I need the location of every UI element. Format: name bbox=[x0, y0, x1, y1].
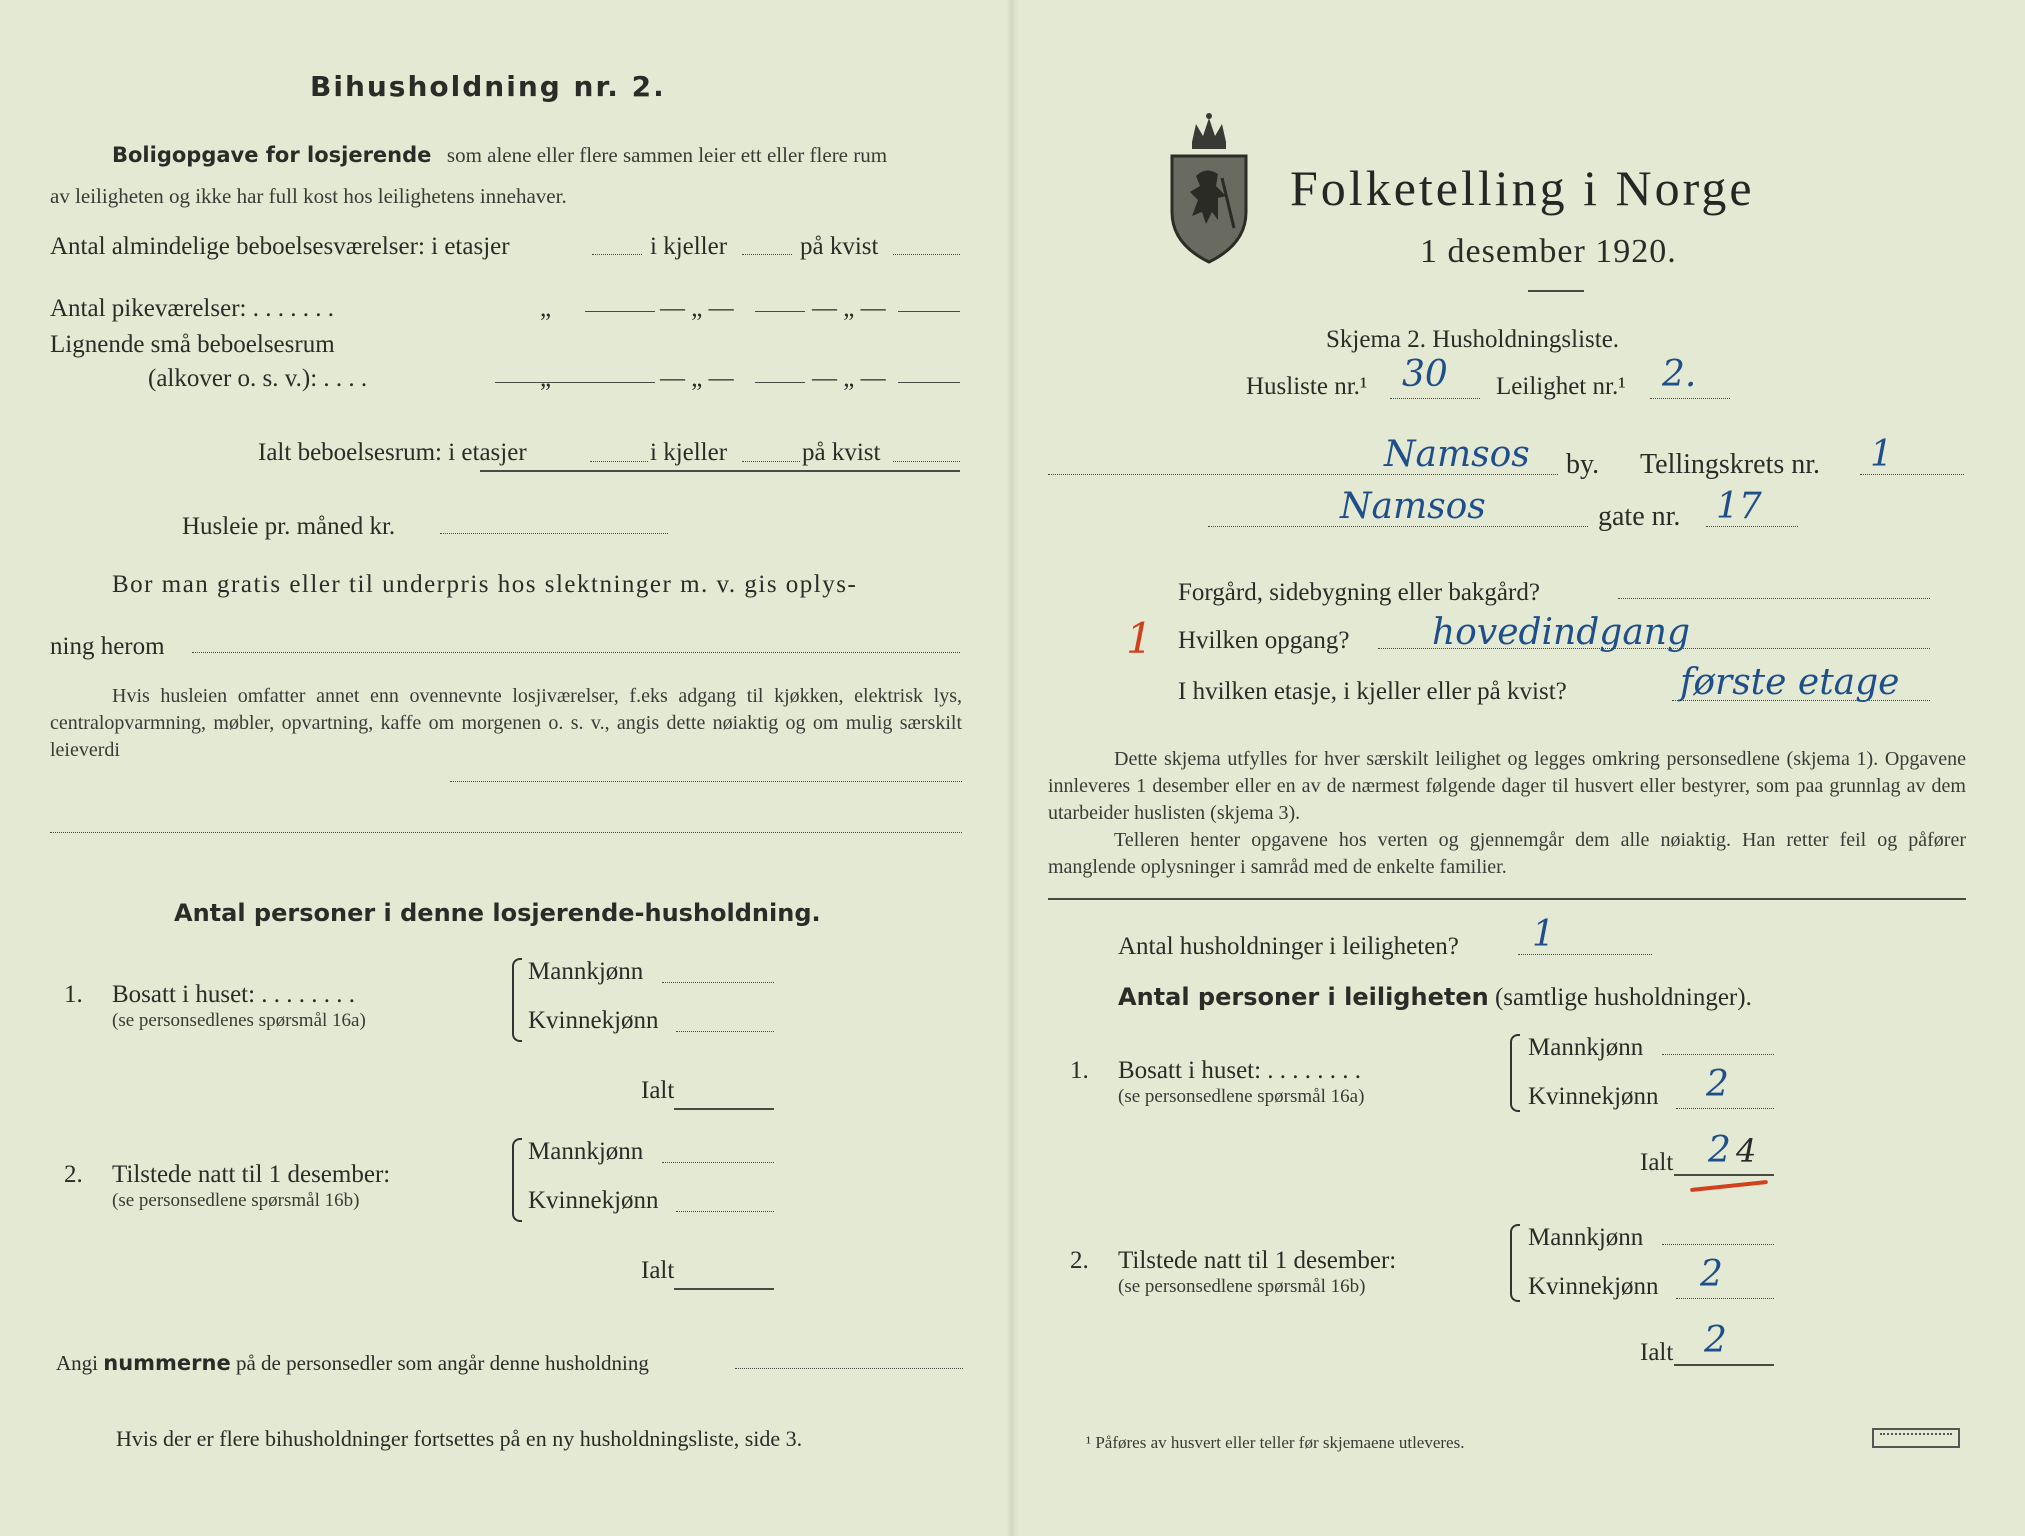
persons-rest: (samtlige husholdninger). bbox=[1494, 984, 1752, 1011]
right-q1-kvinne: Kvinnekjønn bbox=[1528, 1083, 1659, 1110]
right-q1-num: 1. bbox=[1070, 1057, 1089, 1084]
husliste-value: 30 bbox=[1402, 354, 1448, 395]
left-q2-ialt: Ialt bbox=[641, 1257, 675, 1284]
right-persons-heading bbox=[1118, 982, 1752, 1013]
left-q2-kvinne-field[interactable] bbox=[676, 1211, 774, 1212]
angi-field[interactable] bbox=[735, 1368, 963, 1369]
extra-field-1[interactable] bbox=[450, 781, 962, 782]
footnote: ¹ Påføres av husvert eller teller før skjemaene utleveres. bbox=[1086, 1433, 1465, 1452]
row1-kjeller-field[interactable] bbox=[742, 254, 792, 255]
row3-ditto-1: „ bbox=[540, 365, 552, 392]
printer-stamp bbox=[1872, 1428, 1960, 1448]
row2-label: Antal pikeværelser: . . . . . . . bbox=[50, 295, 334, 322]
leilighet-field[interactable] bbox=[1650, 398, 1730, 399]
left-q2-num: 2. bbox=[64, 1161, 83, 1188]
right-q2-ialt-value: 2 bbox=[1704, 1320, 1727, 1361]
right-q2-ialt: Ialt bbox=[1640, 1339, 1674, 1366]
coat-of-arms-icon bbox=[1166, 112, 1252, 264]
ialt-kjeller-field[interactable] bbox=[742, 461, 800, 462]
city-value: Namsos bbox=[1384, 434, 1530, 475]
gratis-line2: ning herom bbox=[50, 633, 165, 660]
opgang-value: hovedindgang bbox=[1432, 612, 1691, 653]
row3-field-1[interactable] bbox=[495, 382, 655, 383]
row2-ditto-3: — „ — bbox=[812, 295, 886, 322]
left-q1-num: 1. bbox=[64, 981, 83, 1008]
row2-field-1[interactable] bbox=[585, 311, 655, 312]
right-q1-mann-field[interactable] bbox=[1662, 1054, 1774, 1055]
right-date: 1 desember 1920. bbox=[1420, 233, 1677, 270]
husliste-label: Husliste nr.¹ bbox=[1246, 373, 1368, 400]
forgard-field[interactable] bbox=[1618, 598, 1930, 599]
right-q1-ialt-field[interactable] bbox=[1674, 1174, 1774, 1176]
households-value: 1 bbox=[1532, 914, 1555, 955]
left-q1-ialt-field[interactable] bbox=[674, 1108, 774, 1110]
ialt-etasjer-field[interactable] bbox=[590, 461, 648, 462]
ialt-beboelsesrum: Ialt beboelsesrum: i etasjer bbox=[258, 439, 527, 466]
angi-post: på de personsedler som angår denne husholdning bbox=[235, 1351, 649, 1375]
left-q1-sub: (se personsedlenes spørsmål 16a) bbox=[112, 1010, 366, 1031]
left-q2-ialt-field[interactable] bbox=[674, 1288, 774, 1290]
row2-ditto-1: „ bbox=[540, 295, 552, 322]
right-q2-sub: (se personsedlene spørsmål 16b) bbox=[1118, 1276, 1366, 1297]
right-q1-label: Bosatt i huset: . . . . . . . . bbox=[1118, 1057, 1362, 1084]
etasje-value: første etage bbox=[1680, 662, 1900, 703]
gate-value: 17 bbox=[1716, 486, 1762, 527]
row2-field-2[interactable] bbox=[755, 311, 805, 312]
street-value: Namsos bbox=[1340, 486, 1486, 527]
margin-mark: 1 bbox=[1126, 614, 1153, 663]
right-q1-brace bbox=[1510, 1034, 1520, 1112]
right-q2-mann-field[interactable] bbox=[1662, 1244, 1774, 1245]
left-q2-sub: (se personsedlene spørsmål 16b) bbox=[112, 1190, 360, 1211]
by-label: by. bbox=[1566, 449, 1600, 480]
left-q1-mann-field[interactable] bbox=[662, 982, 774, 983]
left-q1-label: Bosatt i huset: . . . . . . . . bbox=[112, 981, 356, 1008]
right-q1-mann: Mannkjønn bbox=[1528, 1034, 1644, 1061]
krets-label: Tellingskrets nr. bbox=[1640, 449, 1821, 480]
left-q2-label: Tilstede natt til 1 desember: bbox=[112, 1161, 391, 1188]
households-label: Antal husholdninger i leiligheten? bbox=[1118, 933, 1459, 960]
left-title: Bihusholdning nr. 2. bbox=[310, 70, 666, 103]
instructions-rule bbox=[1048, 898, 1966, 900]
leilighet-label: Leilighet nr.¹ bbox=[1496, 373, 1626, 400]
row1-kjeller: i kjeller bbox=[650, 233, 728, 260]
row1-kvist-field[interactable] bbox=[893, 254, 960, 255]
extra-field-2[interactable] bbox=[50, 832, 962, 833]
row1-kvist: på kvist bbox=[800, 233, 879, 260]
krets-value: 1 bbox=[1870, 434, 1893, 475]
row3-ditto-3: — „ — bbox=[812, 365, 886, 392]
husliste-field[interactable] bbox=[1390, 398, 1480, 399]
leilighet-value: 2. bbox=[1662, 354, 1697, 395]
right-q1-ialt-value: 2 bbox=[1708, 1130, 1731, 1171]
row2-ditto-2: — „ — bbox=[660, 295, 734, 322]
right-q2-kvinne: Kvinnekjønn bbox=[1528, 1273, 1659, 1300]
right-q1-kvinne-field[interactable] bbox=[1676, 1108, 1774, 1109]
left-footer: Hvis der er flere bihusholdninger fortsettes på en ny husholdningsliste, side 3. bbox=[116, 1426, 803, 1451]
husleie-field[interactable] bbox=[440, 533, 668, 534]
right-title: Folketelling i Norge bbox=[1290, 160, 1755, 216]
left-q1-kvinne-field[interactable] bbox=[676, 1031, 774, 1032]
row3-label-a: Lignende små beboelsesrum bbox=[50, 331, 335, 358]
instructions-1: Dette skjema utfylles for hver særskilt leilighet og legges omkring personsedlene (skjema 1). Opgavene innleveres 1 desember eller en av de nærmest følgende dager til husvert eller bestyrer, som paa grunnlag av dem utarbeider huslisten (skjema 3). bbox=[1048, 748, 1966, 824]
row3-label-b: (alkover o. s. v.): . . . . bbox=[148, 365, 368, 392]
left-q2-mann: Mannkjønn bbox=[528, 1138, 644, 1165]
gratis-field[interactable] bbox=[192, 652, 960, 653]
left-q1-ialt: Ialt bbox=[641, 1077, 675, 1104]
right-q2-brace bbox=[1510, 1224, 1520, 1302]
ialt-rule bbox=[480, 470, 960, 472]
left-q1-brace bbox=[512, 958, 522, 1042]
gate-label: gate nr. bbox=[1598, 501, 1681, 532]
gratis-line1: Bor man gratis eller til underpris hos slektninger m. v. gis oplys- bbox=[112, 571, 858, 598]
right-q2-kvinne-value: 2 bbox=[1700, 1254, 1723, 1295]
row1-label: Antal almindelige beboelsesværelser: i etasjer bbox=[50, 233, 510, 260]
left-q2-kvinne: Kvinnekjønn bbox=[528, 1187, 659, 1214]
page-fold bbox=[1006, 0, 1020, 1536]
forgard-label: Forgård, sidebygning eller bakgård? bbox=[1178, 579, 1540, 606]
left-intro-line1 bbox=[112, 140, 887, 170]
right-q1-sub: (se personsedlene spørsmål 16a) bbox=[1118, 1086, 1365, 1107]
intro-bold: Boligopgave for losjerende bbox=[112, 143, 432, 167]
extra-paragraph: Hvis husleien omfatter annet enn ovennevnte losjiværelser, f.eks adgang til kjøkken, elektrisk lys, centralopvarmning, møbler, opvartning, kaffe om morgenen o. s. v., angis dette nøiaktig og om mulig særskilt leieverdi bbox=[50, 685, 962, 761]
row3-ditto-2: — „ — bbox=[660, 365, 734, 392]
right-q2-mann: Mannkjønn bbox=[1528, 1224, 1644, 1251]
left-q1-kvinne: Kvinnekjønn bbox=[528, 1007, 659, 1034]
angi-bold: nummerne bbox=[103, 1351, 231, 1375]
husleie-label: Husleie pr. måned kr. bbox=[182, 513, 396, 540]
row3-field-3[interactable] bbox=[898, 382, 960, 383]
row2-field-3[interactable] bbox=[898, 311, 960, 312]
right-q1-ialt: Ialt bbox=[1640, 1149, 1674, 1176]
right-q2-ialt-field[interactable] bbox=[1674, 1364, 1774, 1366]
intro-rest: som alene eller flere sammen leier ett eller flere rum bbox=[446, 143, 888, 167]
opgang-label: Hvilken opgang? bbox=[1178, 627, 1350, 654]
left-intro-line2: av leiligheten og ikke har full kost hos leilighetens innehaver. bbox=[50, 184, 567, 208]
left-q2-brace bbox=[512, 1138, 522, 1222]
instructions-2: Telleren henter opgavene hos verten og gjennemgår dem alle nøiaktig. Han retter feil og påfører manglende oplysninger i samråd med de enkelte familier. bbox=[1048, 829, 1966, 878]
row3-field-2[interactable] bbox=[755, 382, 805, 383]
title-rule bbox=[1528, 290, 1584, 292]
angi-line bbox=[56, 1348, 649, 1378]
ialt-kvist-field[interactable] bbox=[893, 461, 960, 462]
ialt-kjeller: i kjeller bbox=[650, 439, 728, 466]
right-q2-kvinne-field[interactable] bbox=[1676, 1298, 1774, 1299]
left-q1-mann: Mannkjønn bbox=[528, 958, 644, 985]
red-underline bbox=[1690, 1180, 1768, 1192]
schema-label: Skjema 2. Husholdningsliste. bbox=[1326, 326, 1620, 353]
left-persons-heading: Antal personer i denne losjerende-husholdning. bbox=[174, 899, 821, 927]
left-q2-mann-field[interactable] bbox=[662, 1162, 774, 1163]
row1-etasjer-field[interactable] bbox=[592, 254, 642, 255]
right-q2-num: 2. bbox=[1070, 1247, 1089, 1274]
angi-pre: Angi bbox=[56, 1351, 98, 1375]
etasje-label: I hvilken etasje, i kjeller eller på kvist? bbox=[1178, 678, 1567, 705]
right-q1-kvinne-value: 2 bbox=[1706, 1064, 1729, 1105]
right-q1-ialt-correction: 4 bbox=[1736, 1132, 1757, 1170]
persons-bold: Antal personer i leiligheten bbox=[1118, 983, 1489, 1011]
ialt-kvist: på kvist bbox=[802, 439, 881, 466]
right-q2-label: Tilstede natt til 1 desember: bbox=[1118, 1247, 1397, 1274]
